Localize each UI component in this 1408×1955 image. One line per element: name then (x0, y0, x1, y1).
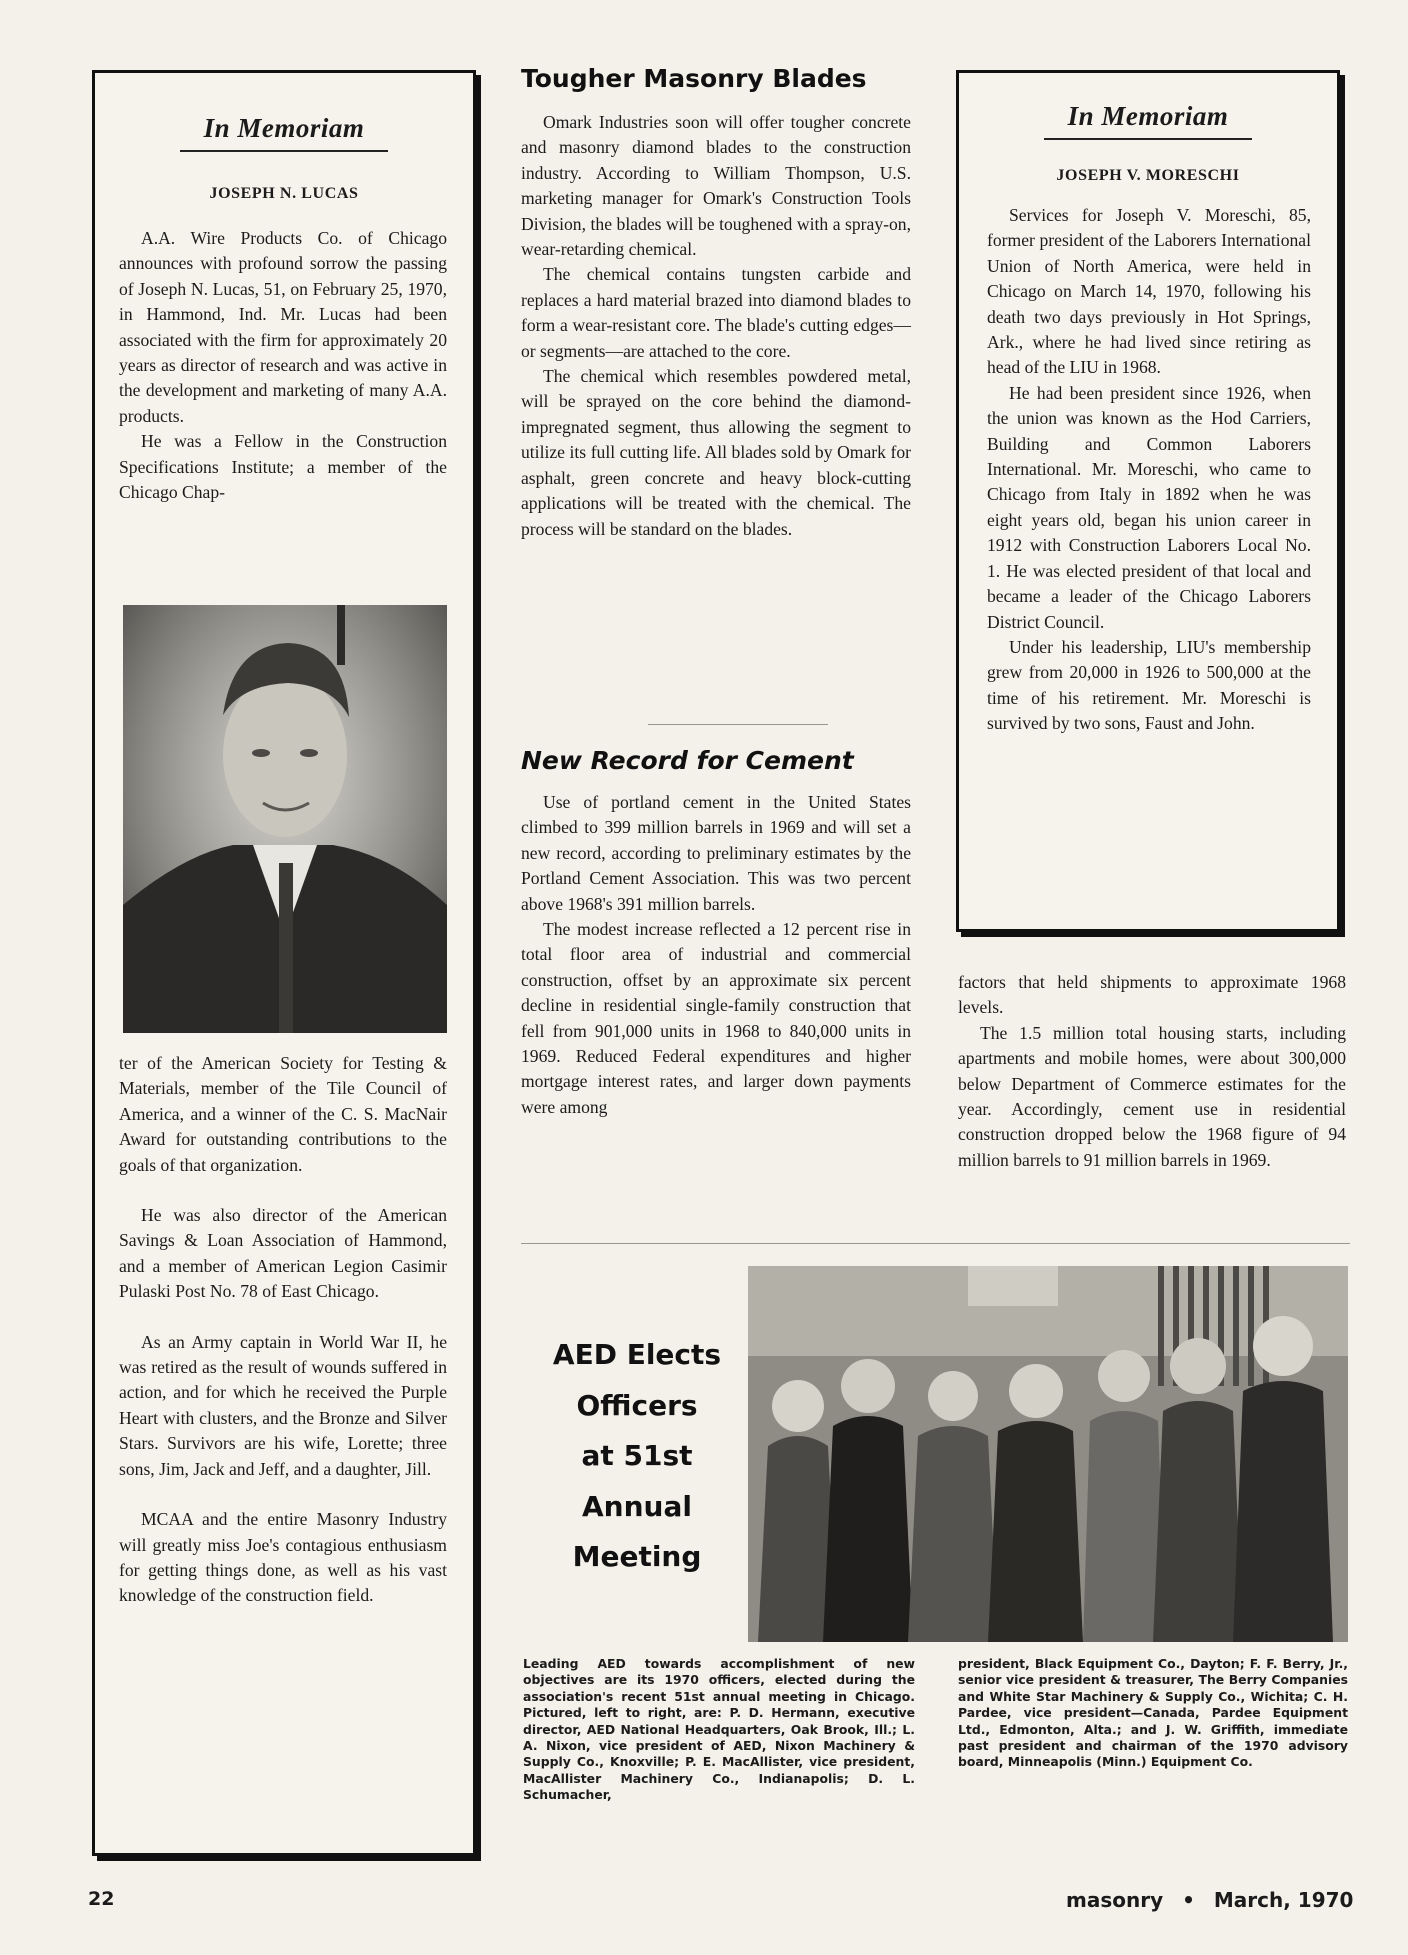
aed-caption-col2 (958, 1656, 1348, 1771)
paragraph: As an Army captain in World War II, he was retired as the result of wounds suffered in action, and for which he received the Purple Heart with clusters, and the Bronze and Silver Stars. Survivors are his wife, Lorette; three sons, Jim, Jack and Jeff, and a daughter, Jill. (119, 1331, 447, 1479)
headline-line: AED Elects (552, 1338, 722, 1371)
paragraph: factors that held shipments to approximate 1968 levels. (958, 972, 1346, 1018)
paragraph: Omark Industries soon will offer tougher concrete and masonry diamond blades to the construction industry. According to William Thompson, U.S. marketing manager for Omark's Construction Tools Division, the blades will be toughened with a spray-on, wear-retarding chemical. (521, 112, 911, 260)
paragraph: ter of the American Society for Testing & Materials, member of the Tile Council of America, and a winner of the C. S. MacNair Award for outstanding contributions to the goals of that organization. (119, 1053, 447, 1175)
bullet-separator: • (1182, 1888, 1195, 1912)
headline-line: Officers (576, 1388, 698, 1422)
masonry-blades-text (521, 110, 911, 542)
group-photo-illustration (748, 1266, 1348, 1642)
memorial-name: JOSEPH N. LUCAS (209, 185, 359, 202)
paragraph: He was a Fellow in the Construction Specifications Institute; a member of the Chicago Chap- (119, 431, 447, 503)
paragraph: The chemical which resembles powdered metal, will be sprayed on the core behind the diamond-impregnated segment, thus allowing the segment to utilize its full cutting life. All blades sold by Omark for asphalt, green concrete and heavy block-cutting applications will be treated with the chemical. The process will be standard on the blades. (521, 366, 911, 539)
paragraph: He was also director of the American Savings & Loan Association of Hammond, and a member of American Legion Casimir Pulaski Post No. 78 of East Chicago. (119, 1205, 447, 1302)
caption: Leading AED towards accomplishment of new objectives are its 1970 officers, elected during the association's recent 51st annual meeting in Chicago. Pictured, left to right, are: P. D. Hermann, executive director, AED National Headquarters, Oak Brook, Ill.; L. A. Nixon, vice president of AED, Nixon Machinery & Supply Co., Knoxville; P. E. MacAllister, vice president, MacAllister Machinery Co., Indianapolis; D. L. Schumacher, (523, 1656, 915, 1803)
headline-line: Annual (582, 1489, 692, 1523)
paragraph: The 1.5 million total housing starts, including apartments and mobile homes, were about 300,000 below Department of Commerce estimates for the year. Accordingly, cement use in residential construction dropped below the 1968 figure of 94 million barrels to 91 million barrels in 1969. (958, 1022, 1346, 1170)
headline-aed (526, 1330, 748, 1583)
lucas-text-top (119, 226, 447, 505)
memorial-box-moreschi (956, 70, 1340, 932)
memorial-title-rule (180, 150, 388, 152)
paragraph: Services for Joseph V. Moreschi, 85, former president of the Laborers International Union of North America, were held in Chicago on March 14, 1970, following his death two days previously in Hot Springs, Ark., where he had lived since retiring as head of the LIU in 1968. (987, 205, 1311, 378)
section-divider (648, 724, 828, 725)
lucas-text-bottom (119, 1051, 447, 1609)
paragraph: The modest increase reflected a 12 percent rise in total floor area of industrial and commercial construction, offset by an approximate six percent decline in residential single-family construction that fell from 901,000 units in 1968 to 840,000 units in 1969. Reduced Federal expenditures and higher mortgage interest rates, and larger down payments were among (521, 919, 911, 1117)
magazine-name: masonry (1066, 1888, 1164, 1912)
memorial-title-rule (1044, 138, 1252, 140)
section-divider (521, 1243, 1350, 1244)
headline-line: Meeting (572, 1540, 702, 1573)
portrait-illustration (123, 605, 447, 1033)
cement-text-col2 (958, 970, 1346, 1173)
footer-magazine-date (1066, 1888, 1353, 1912)
paragraph: MCAA and the entire Masonry Industry will greatly miss Joe's contagious enthusiasm for getting things done, as well as his vast knowledge of the construction field. (119, 1509, 447, 1606)
paragraph: Under his leadership, LIU's membership grew from 20,000 in 1926 to 500,000 at the time of his retirement. Mr. Moreschi is survived by two sons, Faust and John. (987, 636, 1311, 734)
paragraph: The chemical contains tungsten carbide and replaces a hard material brazed into diamond blades to form a wear-resistant core. The blade's cutting edges—or segments—are attached to the core. (521, 264, 911, 361)
cement-text-col1 (521, 790, 911, 1120)
paragraph: He had been president since 1926, when the union was known as the Hod Carriers, Building and Common Laborers International. Mr. Moreschi, who came to Chicago from Italy in 1892 when he was eight years old, began his union career in 1912 with Construction Laborers Local No. 1. He was elected president of that local and became a leader of the Chicago Laborers District Council. (987, 382, 1311, 632)
portrait-photo-lucas (123, 605, 447, 1033)
group-photo-aed-officers (748, 1266, 1348, 1642)
paragraph: Use of portland cement in the United States climbed to 399 million barrels in 1969 and will set a new record, according to preliminary estimates by the Portland Cement Association. This was two percent above 1968's 391 million barrels. (521, 792, 911, 914)
aed-caption-col1 (523, 1656, 915, 1804)
memorial-title: In Memoriam (1067, 101, 1229, 131)
caption: president, Black Equipment Co., Dayton; F. F. Berry, Jr., senior vice president & treasurer, The Berry Companies and White Star Machinery & Supply Co., Wichita; C. H. Pardee, vice president—Canada, Pardee Equipment Ltd., Edmonton, Alta.; and J. W. Griffith, immediate past president and chairman of the 1970 advisory board, Minneapolis (Minn.) Equipment Co. (958, 1656, 1348, 1770)
issue-date: March, 1970 (1213, 1888, 1354, 1912)
moreschi-text (987, 203, 1311, 737)
memorial-name: JOSEPH V. MORESCHI (1056, 167, 1240, 184)
page-number: 22 (88, 1888, 115, 1910)
headline-masonry-blades: Tougher Masonry Blades (521, 64, 867, 93)
memorial-title: In Memoriam (203, 113, 365, 143)
memorial-box-lucas (92, 70, 476, 1856)
paragraph: A.A. Wire Products Co. of Chicago announces with profound sorrow the passing of Joseph N. Lucas, 51, on February 25, 1970, in Hammond, Ind. Mr. Lucas had been associated with the firm for approximately 20 years as director of research and was active in the development and marketing of many A.A. products. (119, 228, 447, 426)
headline-cement: New Record for Cement (521, 746, 854, 775)
headline-line: at 51st (581, 1439, 693, 1472)
